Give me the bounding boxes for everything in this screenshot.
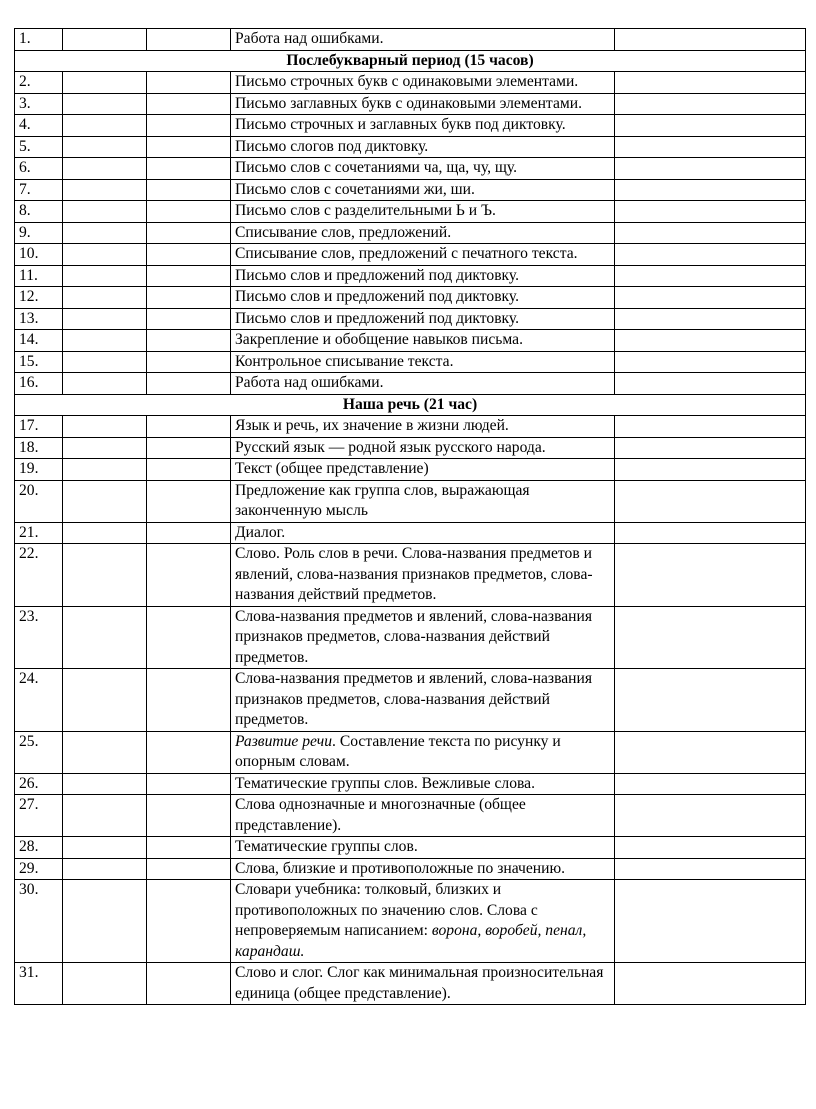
- topic-text: Работа над ошибками.: [235, 374, 384, 391]
- lesson-number: 25.: [15, 731, 63, 773]
- date-fact-cell: [147, 115, 231, 137]
- notes-cell: [615, 72, 806, 94]
- notes-cell: [615, 351, 806, 373]
- lesson-number: 20.: [15, 480, 63, 522]
- lesson-number: 11.: [15, 265, 63, 287]
- lesson-number: 24.: [15, 669, 63, 732]
- lesson-topic: [231, 222, 615, 244]
- lesson-row: [15, 265, 806, 287]
- topic-text: Письмо слогов под диктовку.: [235, 137, 429, 155]
- lesson-row: [15, 287, 806, 309]
- topic-text: Письмо слов и предложений под диктовку.: [235, 266, 520, 284]
- topic-text: Слова однозначные и многозначные (общее представление).: [235, 796, 526, 834]
- lesson-row: [15, 437, 806, 459]
- date-plan-cell: [63, 837, 147, 859]
- topic-text: Слово. Роль слов в речи. Слова-названия предметов и явлений, слова-названия признаков предметов, слова-названия действий предметов.: [235, 545, 593, 603]
- lesson-row: [15, 308, 806, 330]
- lesson-topic: [231, 837, 615, 859]
- notes-cell: [615, 244, 806, 266]
- date-plan-cell: [63, 880, 147, 963]
- lesson-number: 26.: [15, 773, 63, 795]
- date-fact-cell: [147, 795, 231, 837]
- date-fact-cell: [147, 963, 231, 1005]
- date-fact-cell: [147, 136, 231, 158]
- topic-text: Письмо строчных и заглавных букв под диктовку.: [235, 116, 566, 133]
- date-fact-cell: [147, 29, 231, 51]
- lesson-number: 6.: [15, 158, 63, 180]
- notes-cell: [615, 795, 806, 837]
- date-plan-cell: [63, 72, 147, 94]
- notes-cell: [615, 963, 806, 1005]
- date-plan-cell: [63, 544, 147, 607]
- topic-text: Списывание слов, предложений.: [235, 223, 452, 241]
- lesson-row: [15, 731, 806, 773]
- notes-cell: [615, 773, 806, 795]
- notes-cell: [615, 606, 806, 669]
- lesson-topic: [231, 115, 615, 137]
- lesson-topic: [231, 179, 615, 201]
- date-fact-cell: [147, 773, 231, 795]
- lesson-number: 4.: [15, 115, 63, 137]
- notes-cell: [615, 136, 806, 158]
- topic-text: . Составление текста по рисунку и опорным словам.: [235, 732, 561, 770]
- lesson-number: 15.: [15, 351, 63, 373]
- notes-cell: [615, 373, 806, 395]
- date-plan-cell: [63, 136, 147, 158]
- notes-cell: [615, 837, 806, 859]
- date-plan-cell: [63, 963, 147, 1005]
- date-plan-cell: [63, 222, 147, 244]
- lesson-number: 9.: [15, 222, 63, 244]
- lesson-number: 23.: [15, 606, 63, 669]
- topic-text: Письмо слов с сочетаниями жи, ши.: [235, 180, 475, 198]
- lesson-number: 19.: [15, 459, 63, 481]
- date-fact-cell: [147, 351, 231, 373]
- topic-text: Письмо слов и предложений под диктовку.: [235, 288, 520, 305]
- lesson-number: 3.: [15, 93, 63, 115]
- section-title: Наша речь (21 час): [15, 394, 806, 416]
- lesson-number: 16.: [15, 373, 63, 395]
- lesson-number: 30.: [15, 880, 63, 963]
- date-fact-cell: [147, 179, 231, 201]
- lesson-row: [15, 373, 806, 395]
- lesson-row: [15, 29, 806, 51]
- date-plan-cell: [63, 606, 147, 669]
- notes-cell: [615, 222, 806, 244]
- date-plan-cell: [63, 373, 147, 395]
- date-plan-cell: [63, 179, 147, 201]
- date-fact-cell: [147, 93, 231, 115]
- lesson-number: 13.: [15, 308, 63, 330]
- lesson-row: [15, 522, 806, 544]
- date-fact-cell: [147, 459, 231, 481]
- lesson-topic: [231, 606, 615, 669]
- lesson-row: [15, 115, 806, 137]
- lesson-row: [15, 544, 806, 607]
- topic-text: Письмо слов с сочетаниями ча, ща, чу, щу.: [235, 159, 518, 176]
- topic-text: Списывание слов, предложений с печатного текста.: [235, 245, 578, 262]
- date-plan-cell: [63, 858, 147, 880]
- date-plan-cell: [63, 29, 147, 51]
- lesson-number: 22.: [15, 544, 63, 607]
- lesson-topic: [231, 416, 615, 438]
- lesson-row: [15, 795, 806, 837]
- lesson-row: [15, 669, 806, 732]
- date-plan-cell: [63, 287, 147, 309]
- lesson-topic: [231, 265, 615, 287]
- lesson-topic: [231, 29, 615, 51]
- section-header-row: [15, 50, 806, 72]
- notes-cell: [615, 158, 806, 180]
- lesson-topic: [231, 880, 615, 963]
- lesson-row: [15, 330, 806, 352]
- lesson-topic: [231, 963, 615, 1005]
- date-fact-cell: [147, 731, 231, 773]
- date-fact-cell: [147, 308, 231, 330]
- lesson-number: 5.: [15, 136, 63, 158]
- lesson-topic: [231, 731, 615, 773]
- notes-cell: [615, 437, 806, 459]
- notes-cell: [615, 731, 806, 773]
- topic-text: Слова-названия предметов и явлений, слова-названия признаков предметов, слова-названия действий предметов.: [235, 607, 593, 666]
- lesson-number: 14.: [15, 330, 63, 352]
- lesson-topic: [231, 72, 615, 94]
- notes-cell: [615, 29, 806, 51]
- lesson-topic: [231, 136, 615, 158]
- lesson-topic: [231, 669, 615, 732]
- lesson-row: [15, 201, 806, 223]
- topic-text: Текст (общее представление): [235, 460, 429, 477]
- lesson-number: 8.: [15, 201, 63, 223]
- notes-cell: [615, 416, 806, 438]
- topic-text-italic: Развитие речи: [235, 732, 333, 750]
- notes-cell: [615, 308, 806, 330]
- date-plan-cell: [63, 330, 147, 352]
- lesson-number: 31.: [15, 963, 63, 1005]
- date-fact-cell: [147, 222, 231, 244]
- section-title: Послебукварный период (15 часов): [15, 50, 806, 72]
- topic-text: Тематические группы слов. Вежливые слова.: [235, 774, 535, 792]
- date-plan-cell: [63, 93, 147, 115]
- lesson-row: [15, 773, 806, 795]
- notes-cell: [615, 669, 806, 732]
- lesson-topic: [231, 773, 615, 795]
- lesson-topic: [231, 244, 615, 266]
- date-plan-cell: [63, 522, 147, 544]
- notes-cell: [615, 115, 806, 137]
- lesson-topic: [231, 287, 615, 309]
- topic-text: Словари учебника: толковый, близких и противоположных по значению слов. Слова с непроверяемым написанием:: [235, 881, 538, 939]
- lesson-row: [15, 606, 806, 669]
- lesson-topic: [231, 201, 615, 223]
- date-plan-cell: [63, 459, 147, 481]
- lesson-row: [15, 222, 806, 244]
- lesson-topic: [231, 858, 615, 880]
- lesson-topic: [231, 459, 615, 481]
- notes-cell: [615, 201, 806, 223]
- lesson-number: 28.: [15, 837, 63, 859]
- lesson-topic: [231, 437, 615, 459]
- lesson-row: [15, 351, 806, 373]
- lesson-topic: [231, 795, 615, 837]
- topic-text: Русский язык — родной язык русского народа.: [235, 438, 546, 456]
- notes-cell: [615, 544, 806, 607]
- date-fact-cell: [147, 330, 231, 352]
- date-plan-cell: [63, 201, 147, 223]
- date-plan-cell: [63, 351, 147, 373]
- topic-text: Письмо строчных букв с одинаковыми элементами.: [235, 73, 579, 90]
- date-fact-cell: [147, 544, 231, 607]
- topic-text: Работа над ошибками.: [235, 30, 384, 47]
- date-plan-cell: [63, 669, 147, 732]
- date-plan-cell: [63, 115, 147, 137]
- topic-text: Язык и речь, их значение в жизни людей.: [235, 417, 509, 434]
- date-fact-cell: [147, 72, 231, 94]
- notes-cell: [615, 522, 806, 544]
- notes-cell: [615, 459, 806, 481]
- date-fact-cell: [147, 244, 231, 266]
- lesson-topic: [231, 308, 615, 330]
- lesson-number: 17.: [15, 416, 63, 438]
- date-fact-cell: [147, 287, 231, 309]
- date-plan-cell: [63, 437, 147, 459]
- date-fact-cell: [147, 480, 231, 522]
- date-fact-cell: [147, 201, 231, 223]
- date-fact-cell: [147, 373, 231, 395]
- lesson-row: [15, 880, 806, 963]
- lesson-plan-table: [14, 28, 806, 1005]
- topic-text: Слова, близкие и противоположные по значению.: [235, 859, 566, 877]
- date-plan-cell: [63, 731, 147, 773]
- lesson-row: [15, 416, 806, 438]
- date-plan-cell: [63, 795, 147, 837]
- lesson-number: 7.: [15, 179, 63, 201]
- notes-cell: [615, 480, 806, 522]
- lesson-row: [15, 858, 806, 880]
- notes-cell: [615, 179, 806, 201]
- lesson-topic: [231, 93, 615, 115]
- date-fact-cell: [147, 416, 231, 438]
- lesson-row: [15, 158, 806, 180]
- notes-cell: [615, 880, 806, 963]
- date-fact-cell: [147, 880, 231, 963]
- lesson-row: [15, 837, 806, 859]
- notes-cell: [615, 330, 806, 352]
- lesson-number: 10.: [15, 244, 63, 266]
- notes-cell: [615, 858, 806, 880]
- topic-text: Слово и слог. Слог как минимальная произносительная единица (общее представление).: [235, 964, 604, 1002]
- notes-cell: [615, 265, 806, 287]
- lesson-row: [15, 93, 806, 115]
- topic-text: Тематические группы слов.: [235, 838, 418, 855]
- date-fact-cell: [147, 837, 231, 859]
- lesson-topic: [231, 544, 615, 607]
- topic-text: Предложение как группа слов, выражающая законченную мысль: [235, 481, 530, 519]
- lesson-row: [15, 480, 806, 522]
- notes-cell: [615, 93, 806, 115]
- date-plan-cell: [63, 158, 147, 180]
- lesson-row: [15, 72, 806, 94]
- lesson-topic: [231, 373, 615, 395]
- lesson-number: 12.: [15, 287, 63, 309]
- lesson-topic: [231, 480, 615, 522]
- date-plan-cell: [63, 308, 147, 330]
- lesson-row: [15, 136, 806, 158]
- lesson-number: 27.: [15, 795, 63, 837]
- date-fact-cell: [147, 158, 231, 180]
- lesson-topic: [231, 351, 615, 373]
- topic-text: Письмо слов с разделительными Ь и Ъ.: [235, 202, 496, 219]
- lesson-topic: [231, 330, 615, 352]
- topic-text: Контрольное списывание текста.: [235, 352, 454, 370]
- topic-text: Закрепление и обобщение навыков письма.: [235, 331, 523, 348]
- notes-cell: [615, 287, 806, 309]
- topic-text: Письмо заглавных букв с одинаковыми элементами.: [235, 94, 582, 112]
- date-plan-cell: [63, 773, 147, 795]
- date-fact-cell: [147, 669, 231, 732]
- date-plan-cell: [63, 416, 147, 438]
- date-fact-cell: [147, 606, 231, 669]
- lesson-row: [15, 963, 806, 1005]
- section-header-row: [15, 394, 806, 416]
- lesson-number: 18.: [15, 437, 63, 459]
- date-plan-cell: [63, 244, 147, 266]
- lesson-number: 29.: [15, 858, 63, 880]
- lesson-number: 2.: [15, 72, 63, 94]
- topic-text: Слова-названия предметов и явлений, слова-названия признаков предметов, слова-названия действий предметов.: [235, 670, 593, 728]
- date-plan-cell: [63, 480, 147, 522]
- topic-text: Диалог.: [235, 523, 286, 541]
- lesson-row: [15, 459, 806, 481]
- lesson-number: 21.: [15, 522, 63, 544]
- date-fact-cell: [147, 522, 231, 544]
- topic-text-italic: ворона, воробей, пенал, карандаш.: [235, 922, 587, 960]
- lesson-plan-body: [15, 29, 806, 1005]
- date-fact-cell: [147, 437, 231, 459]
- lesson-number: 1.: [15, 29, 63, 51]
- lesson-row: [15, 244, 806, 266]
- topic-text: Письмо слов и предложений под диктовку.: [235, 309, 520, 327]
- date-fact-cell: [147, 858, 231, 880]
- date-plan-cell: [63, 265, 147, 287]
- date-fact-cell: [147, 265, 231, 287]
- lesson-topic: [231, 158, 615, 180]
- lesson-topic: [231, 522, 615, 544]
- lesson-row: [15, 179, 806, 201]
